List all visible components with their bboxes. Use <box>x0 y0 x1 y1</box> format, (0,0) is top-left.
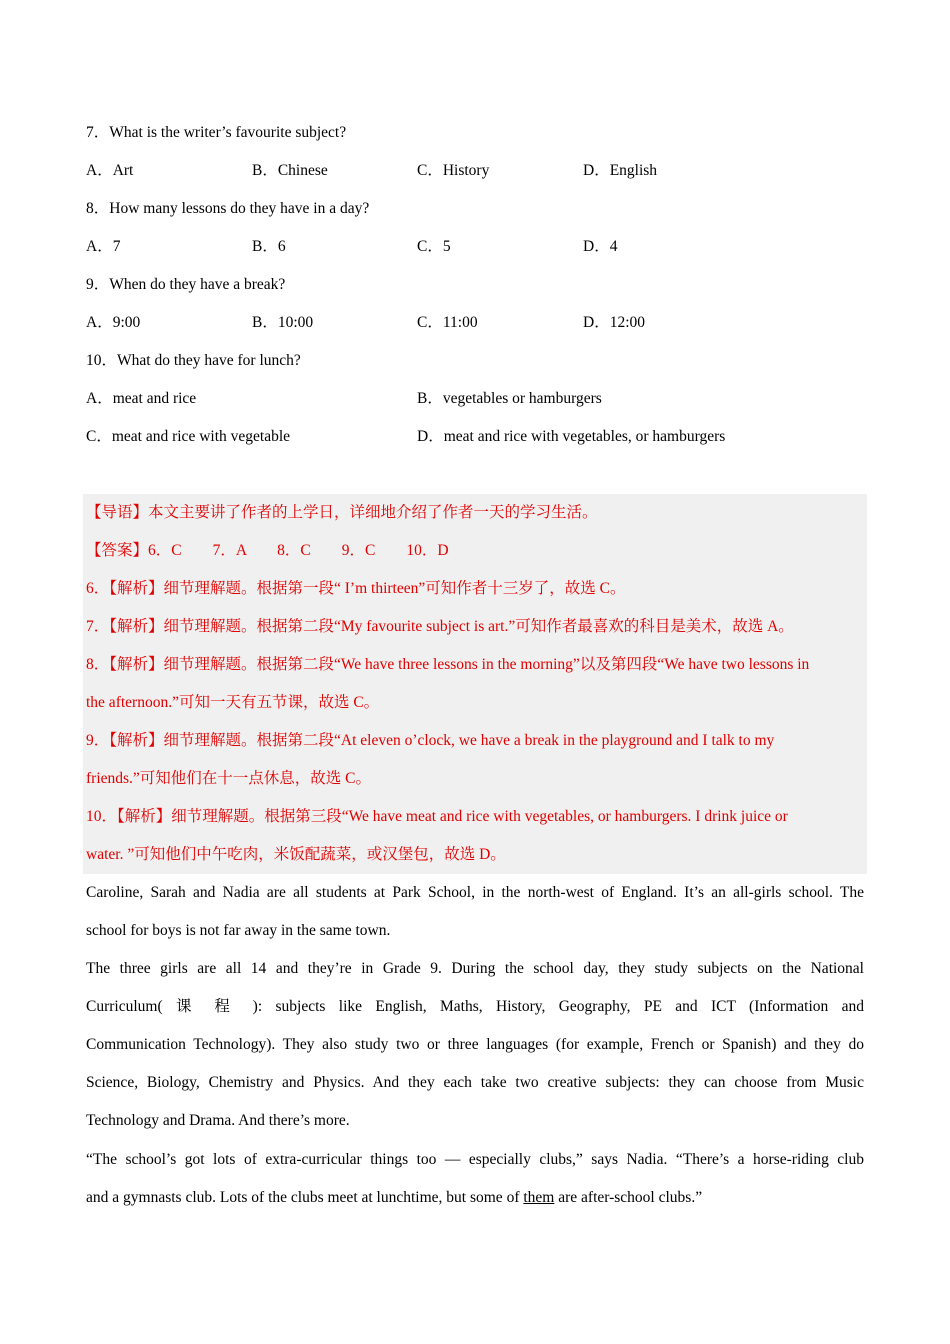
analysis-8-line2: the afternoon.”可知一天有五节课，故选 C。 <box>86 694 380 711</box>
passage-p2-line2: Curriculum( 课 程 ): subjects like English, Maths, History, Geography, PE and ICT (Information and <box>86 998 864 1015</box>
passage-p2-line4: Science, Biology, Chemistry and Physics. And they each take two creative subjects: they can choose from Music <box>86 1074 864 1091</box>
question-7-option-b: B．Chinese <box>252 162 328 179</box>
passage-p3-line2-start: and a gymnasts club. Lots of the clubs meet at lunchtime, but some of <box>86 1189 524 1206</box>
question-9-stem: 9．When do they have a break? <box>86 276 286 293</box>
answer-key: 【答案】6．C 7．A 8．C 9．C 10．D <box>86 542 449 559</box>
analysis-6: 6．【解析】细节理解题。根据第一段“ I’m thirteen”可知作者十三岁了，故选 C。 <box>86 580 626 597</box>
passage-paragraph-1 <box>86 874 864 950</box>
analysis-8-line1: 8．【解析】细节理解题。根据第二段“We have three lessons in the morning”以及第四段“We have two lessons in <box>86 656 810 673</box>
question-10-option-c: C．meat and rice with vegetable <box>86 428 291 445</box>
question-7-option-c: C．History <box>417 162 490 179</box>
question-10-option-b: B．vegetables or hamburgers <box>417 390 602 407</box>
analysis-9-line2: friends.”可知他们在十一点休息，故选 C。 <box>86 770 372 787</box>
question-8-option-b: B．6 <box>252 238 286 255</box>
question-8-stem: 8．How many lessons do they have in a day? <box>86 200 370 217</box>
passage-p3-line1: “The school’s got lots of extra-curricular things too — especially clubs,” says Nadia. “There’s a horse-riding club <box>86 1151 864 1168</box>
question-9-option-a: A．9:00 <box>86 314 141 331</box>
passage-p3-line2 <box>86 1179 864 1217</box>
passage-p3-line2-end: are after-school clubs.” <box>554 1189 703 1206</box>
passage-paragraph-2 <box>86 950 864 1140</box>
question-7-stem: 7．What is the writer’s favourite subject? <box>86 124 347 141</box>
passage-p2-line1: The three girls are all 14 and they’re in Grade 9. During the school day, they study subjects on the National <box>86 960 864 977</box>
question-9-option-c: C．11:00 <box>417 314 478 331</box>
passage-p1-line2: school for boys is not far away in the same town. <box>86 922 391 939</box>
analysis-10-line2: water. ”可知他们中午吃肉，米饭配蔬菜，或汉堡包，故选 D。 <box>86 846 506 863</box>
passage-p2-line5: Technology and Drama. And there’s more. <box>86 1112 350 1129</box>
analysis-10-line1: 10．【解析】细节理解题。根据第三段“We have meat and rice with vegetables, or hamburgers. I drink juice or <box>86 808 788 825</box>
passage-paragraph-3 <box>86 1141 864 1217</box>
guide-text: 【导语】本文主要讲了作者的上学日，详细地介绍了作者一天的学习生活。 <box>86 504 598 521</box>
question-7-option-a: A．Art <box>86 162 134 179</box>
question-10-option-a: A．meat and rice <box>86 390 197 407</box>
question-10-option-d: D．meat and rice with vegetables, or hamburgers <box>417 428 726 445</box>
passage-p2-line3: Communication Technology). They also study two or three languages (for example, French or Spanish) and they do <box>86 1036 864 1053</box>
question-10-stem: 10．What do they have for lunch? <box>86 352 301 369</box>
question-8-option-a: A．7 <box>86 238 121 255</box>
question-9-option-d: D．12:00 <box>583 314 646 331</box>
analysis-7: 7．【解析】细节理解题。根据第二段“My favourite subject is art.”可知作者最喜欢的科目是美术，故选 A。 <box>86 618 794 635</box>
question-7-option-d: D．English <box>583 162 658 179</box>
question-8-option-c: C．5 <box>417 238 451 255</box>
question-9-option-b: B．10:00 <box>252 314 314 331</box>
analysis-9-line1: 9．【解析】细节理解题。根据第二段“At eleven o’clock, we have a break in the playground and I talk to my <box>86 732 775 749</box>
passage-p1-line1: Caroline, Sarah and Nadia are all students at Park School, in the north-west of England. It’s an all-girls school. The <box>86 884 864 901</box>
question-8-option-d: D．4 <box>583 238 618 255</box>
underlined-word-them: them <box>523 1189 555 1206</box>
